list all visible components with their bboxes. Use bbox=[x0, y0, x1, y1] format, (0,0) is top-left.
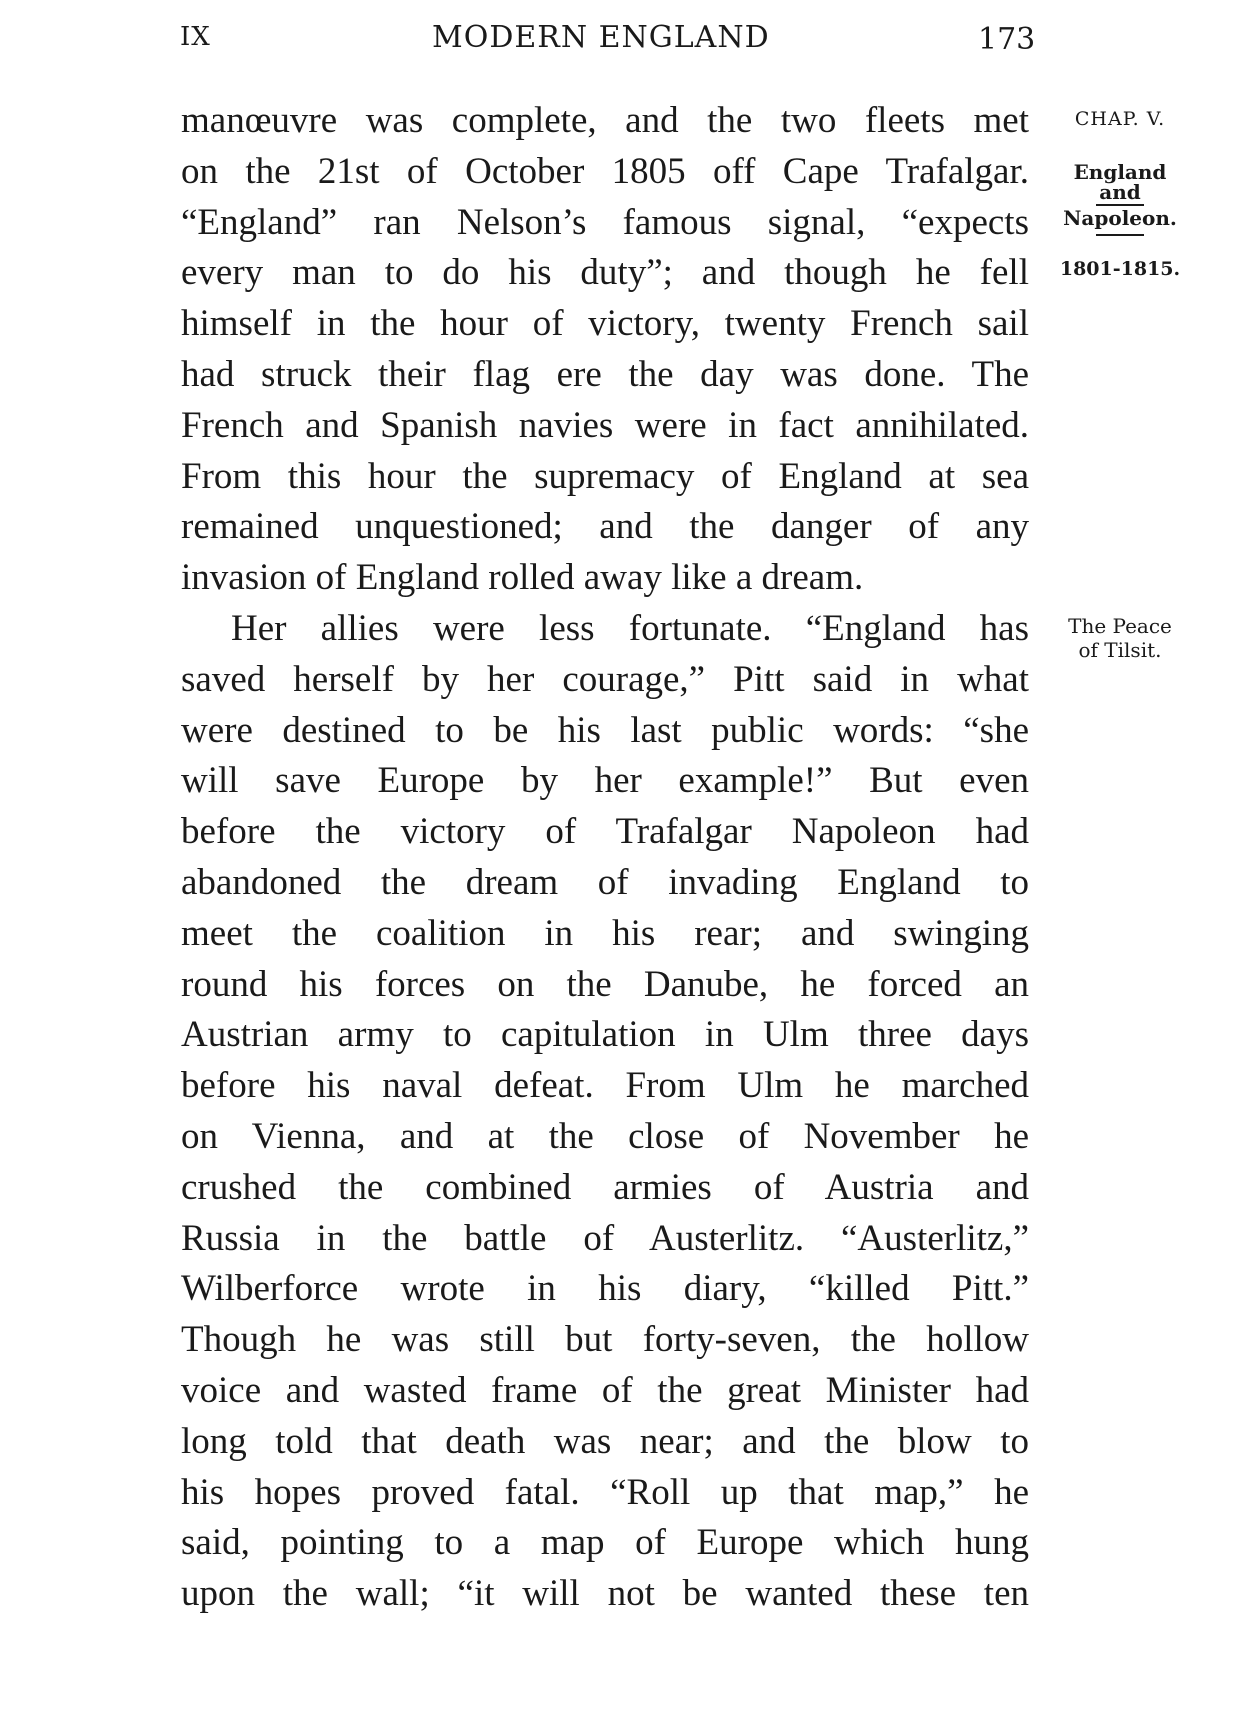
margin-subject-line: and bbox=[1099, 180, 1141, 204]
text-line: Russia in the battle of Austerlitz. “Austerlitz,” bbox=[181, 1217, 1029, 1259]
text-line: French and Spanish navies were in fact annihilated. bbox=[181, 404, 1029, 446]
running-header-title: MODERN ENGLAND bbox=[432, 20, 770, 55]
margin-subject-line: England bbox=[1073, 160, 1167, 184]
body-text bbox=[181, 96, 1029, 1620]
text-line: every man to do his duty”; and though he fell bbox=[181, 252, 1029, 294]
text-line: before the victory of Trafalgar Napoleon had bbox=[181, 811, 1029, 853]
text-line: Austrian army to capitulation in Ulm three days bbox=[181, 1014, 1029, 1056]
text-line: long told that death was near; and the blow to bbox=[181, 1420, 1029, 1462]
text-line: on Vienna, and at the close of November he bbox=[181, 1115, 1029, 1157]
text-line: abandoned the dream of invading England to bbox=[181, 861, 1029, 903]
text-line: on the 21st of October 1805 off Cape Trafalgar. bbox=[181, 150, 1029, 192]
text-line: said, pointing to a map of Europe which hung bbox=[181, 1522, 1029, 1564]
text-line: had struck their flag ere the day was done. The bbox=[181, 353, 1029, 395]
margin-topic-line: of Tilsit. bbox=[1078, 638, 1162, 662]
margin-subject-note bbox=[1050, 160, 1190, 236]
text-line: were destined to be his last public words: “she bbox=[181, 709, 1029, 751]
text-line: manœuvre was complete, and the two fleets met bbox=[181, 100, 1029, 141]
margin-chapter-note: CHAP. V. bbox=[1074, 108, 1166, 130]
margin-subject-line: Napoleon. bbox=[1063, 206, 1177, 230]
text-line: meet the coalition in his rear; and swinging bbox=[181, 912, 1029, 954]
text-line: Though he was still but forty-seven, the hollow bbox=[181, 1319, 1029, 1361]
margin-years-note: 1801-1815. bbox=[1059, 258, 1181, 280]
margin-topic-note bbox=[1050, 614, 1190, 662]
paragraph-end-line: invasion of England rolled away like a dream. bbox=[181, 557, 864, 599]
text-line: saved herself by her courage,” Pitt said in what bbox=[181, 658, 1029, 700]
text-line: his hopes proved fatal. “Roll up that map,” he bbox=[181, 1471, 1029, 1513]
text-line: crushed the combined armies of Austria and bbox=[181, 1166, 1029, 1208]
text-line: upon the wall; “it will not be wanted these ten bbox=[181, 1573, 1029, 1615]
page-number: 173 bbox=[978, 22, 1036, 57]
text-line: round his forces on the Danube, he forced an bbox=[181, 963, 1029, 1005]
text-line: voice and wasted frame of the great Minister had bbox=[181, 1369, 1029, 1411]
paragraph-first-line: Her allies were less fortunate. “England has bbox=[231, 607, 1029, 649]
text-line: himself in the hour of victory, twenty French sail bbox=[181, 303, 1029, 345]
running-header-section: IX bbox=[180, 22, 211, 52]
text-line: From this hour the supremacy of England at sea bbox=[181, 455, 1029, 497]
margin-rule bbox=[1096, 234, 1144, 236]
text-line: remained unquestioned; and the danger of any bbox=[181, 506, 1029, 548]
text-line: before his naval defeat. From Ulm he marched bbox=[181, 1065, 1029, 1107]
text-line: Wilberforce wrote in his diary, “killed Pitt.” bbox=[181, 1268, 1029, 1310]
text-line: will save Europe by her example!” But even bbox=[181, 760, 1029, 802]
text-line: “England” ran Nelson’s famous signal, “expects bbox=[181, 201, 1029, 243]
margin-topic-line: The Peace bbox=[1068, 614, 1172, 638]
